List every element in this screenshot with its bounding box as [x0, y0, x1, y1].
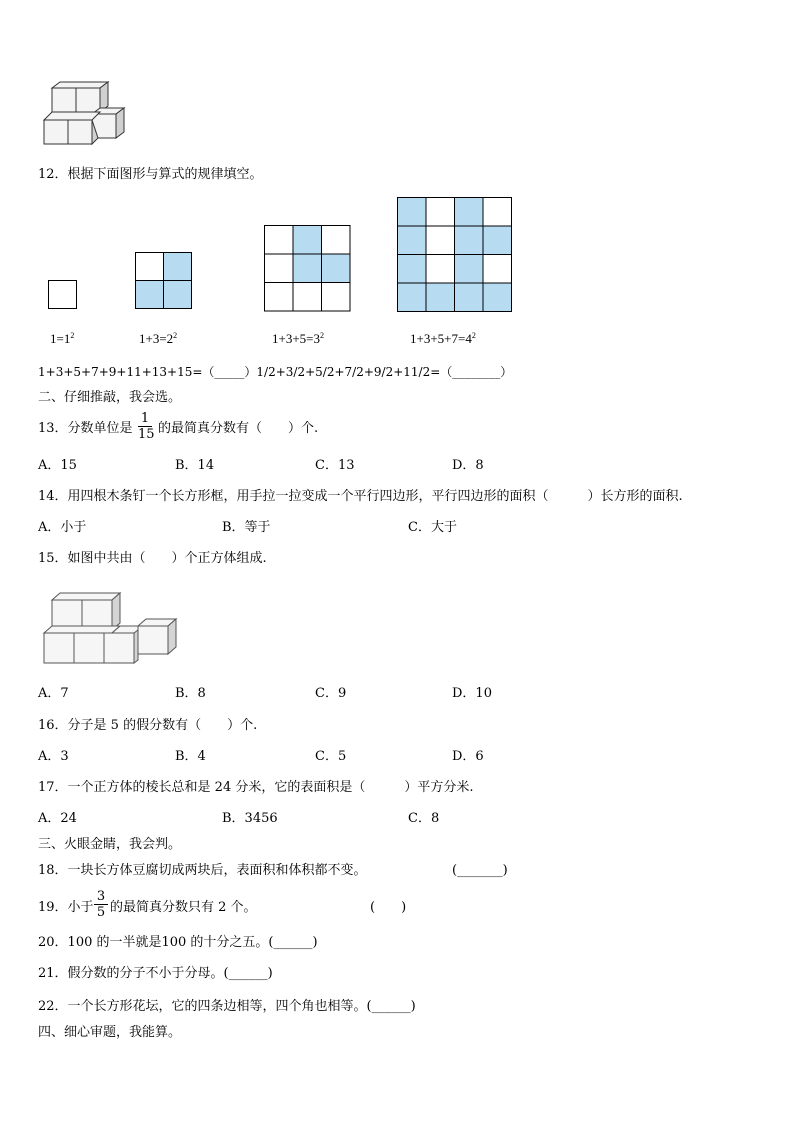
- q15-option-d[interactable]: D．10: [452, 686, 492, 701]
- grid-cell: [426, 226, 455, 255]
- q19-fraction: [94, 889, 108, 920]
- q13-frac-num: 1: [140, 411, 150, 426]
- q13-suffix: 的最简真分数有（ ）个.: [158, 421, 319, 436]
- q19-frac-num: 3: [96, 889, 106, 904]
- formula-4: $1+3+5+7=4^2$: [410, 331, 476, 346]
- cube-figure-q15: [42, 590, 192, 670]
- q18-blank[interactable]: (_______): [452, 863, 508, 878]
- grid-cell: [322, 254, 351, 283]
- q13-option-a[interactable]: A．15: [38, 458, 77, 473]
- q15-option-b[interactable]: B．8: [175, 686, 206, 701]
- q14-option-a[interactable]: A．小于: [38, 520, 87, 535]
- q13-fraction: [138, 411, 155, 442]
- grid-figure-1: [48, 280, 78, 310]
- section-4-heading: 四、细心审题，我能算。: [38, 1025, 182, 1040]
- grid-cell: [455, 255, 484, 284]
- q13-frac-den: 15: [138, 427, 155, 442]
- q14-text: 14．用四根木条钉一个长方形框，用手拉一拉变成一个平行四边形，平行四边形的面积（ ）长方形的面积.: [38, 489, 683, 504]
- q13-option-c[interactable]: C．13: [315, 458, 355, 473]
- grid-cell: [322, 226, 351, 255]
- grid-cell: [483, 283, 512, 312]
- q15-option-a[interactable]: A．7: [38, 686, 69, 701]
- q16-option-a[interactable]: A．3: [38, 749, 69, 764]
- q17-option-b[interactable]: B．3456: [222, 811, 278, 826]
- q18-text: 18．一块长方体豆腐切成两块后，表面积和体积都不变。: [38, 863, 367, 878]
- grid-cell: [426, 198, 455, 227]
- q14-option-c[interactable]: C．大于: [408, 520, 457, 535]
- q19-blank[interactable]: ( ): [370, 900, 407, 915]
- grid-cell: [455, 198, 484, 227]
- grid-cell: [426, 255, 455, 284]
- formula-1: $1=1^2$: [50, 331, 75, 346]
- q14-option-b[interactable]: B．等于: [222, 520, 271, 535]
- q22-text: 22．一个长方形花坛，它的四条边相等，四个角也相等。(______): [38, 999, 416, 1014]
- grid-cell: [293, 283, 322, 312]
- grid-cell: [322, 283, 351, 312]
- grid-cell: [398, 283, 427, 312]
- q13-option-d[interactable]: D．8: [452, 458, 484, 473]
- grid-cell: [483, 198, 512, 227]
- q15-text: 15．如图中共由（ ）个正方体组成.: [38, 551, 267, 566]
- formula-3: $1+3+5=3^2$: [272, 331, 324, 346]
- q12-fill-line: 1+3+5+7+9+11+13+15=（_____）1/2+3/2+5/2+7/2+9/2+11/2=（________）: [38, 365, 513, 379]
- q17-option-c[interactable]: C．8: [408, 811, 440, 826]
- grid-figure-2: [135, 252, 195, 312]
- q17-option-a[interactable]: A．24: [38, 811, 77, 826]
- q16-option-b[interactable]: B．4: [175, 749, 206, 764]
- q19-suffix: 的最简真分数只有 2 个。: [110, 900, 257, 915]
- grid-cell: [398, 226, 427, 255]
- grid-cell: [455, 226, 484, 255]
- grid-cell: [265, 226, 294, 255]
- q12-label: 12．根据下面图形与算式的规律填空。: [38, 167, 263, 182]
- grid-figure-4: [397, 197, 515, 315]
- grid-cell: [398, 198, 427, 227]
- grid-cell: [293, 254, 322, 283]
- grid-cell: [265, 283, 294, 312]
- q16-option-d[interactable]: D．6: [452, 749, 484, 764]
- grid-cell: [455, 283, 484, 312]
- q19-prefix: 19．小于: [38, 900, 94, 915]
- q15-option-c[interactable]: C．9: [315, 686, 347, 701]
- grid-cell: [483, 255, 512, 284]
- q20-text: 20．100 的一半就是100 的十分之五。(______): [38, 935, 318, 950]
- q17-text: 17．一个正方体的棱长总和是 24 分米，它的表面积是（ ）平方分米.: [38, 780, 474, 795]
- grid-cell: [483, 226, 512, 255]
- grid-figure-3: [264, 225, 354, 315]
- q13-prefix: 13．分数单位是: [38, 421, 133, 436]
- q16-option-c[interactable]: C．5: [315, 749, 347, 764]
- grid-cell: [398, 255, 427, 284]
- q13-option-b[interactable]: B．14: [175, 458, 215, 473]
- grid-cell: [265, 254, 294, 283]
- cube-figure-top: [40, 80, 140, 170]
- formula-2: $1+3=2^2$: [139, 331, 178, 346]
- q16-text: 16．分子是 5 的假分数有（ ）个.: [38, 718, 258, 733]
- section-2-heading: 二、仔细推敲，我会选。: [38, 390, 182, 405]
- grid-cell: [293, 226, 322, 255]
- q21-text: 21．假分数的分子不小于分母。(______): [38, 966, 273, 981]
- q19-frac-den: 5: [94, 904, 108, 920]
- section-3-heading: 三、火眼金睛，我会判。: [38, 837, 182, 852]
- grid-cell: [426, 283, 455, 312]
